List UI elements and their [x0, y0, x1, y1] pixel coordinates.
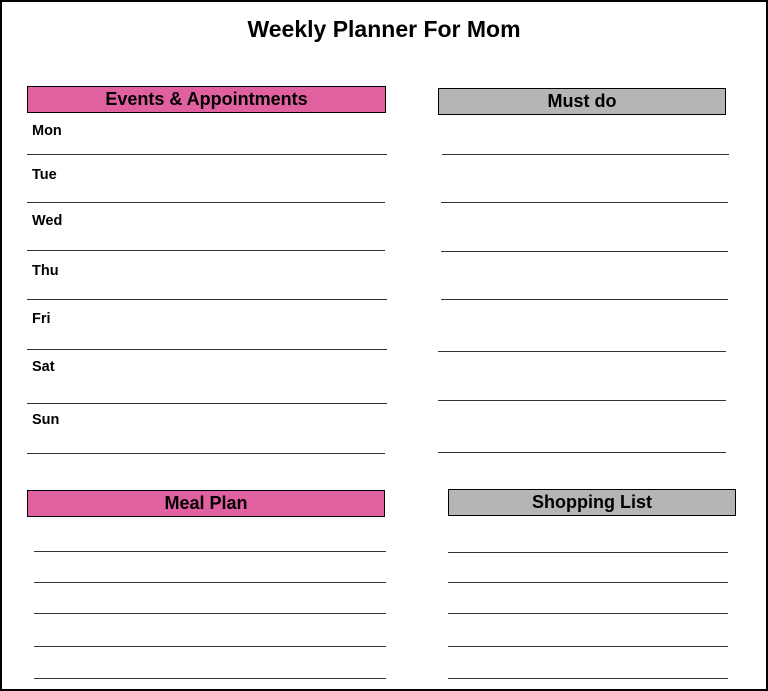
meal-plan-line[interactable]	[34, 582, 386, 583]
must-do-line[interactable]	[438, 351, 726, 352]
events-line-tue[interactable]	[27, 202, 385, 203]
meal-plan-line[interactable]	[34, 678, 386, 679]
meal-plan-line[interactable]	[34, 646, 386, 647]
must-do-line[interactable]	[438, 452, 726, 453]
day-label-fri: Fri	[32, 311, 51, 327]
page-title: Weekly Planner For Mom	[247, 16, 521, 42]
events-line-thu[interactable]	[27, 299, 387, 300]
must-do-header: Must do	[438, 88, 726, 115]
day-label-sun: Sun	[32, 412, 60, 428]
must-do-line[interactable]	[441, 202, 728, 203]
events-line-sat[interactable]	[27, 403, 387, 404]
shopping-list-line[interactable]	[448, 582, 728, 583]
events-line-wed[interactable]	[27, 250, 385, 251]
must-do-line[interactable]	[438, 400, 726, 401]
meal-plan-line[interactable]	[34, 551, 386, 552]
must-do-line[interactable]	[441, 299, 728, 300]
shopping-list-line[interactable]	[448, 613, 728, 614]
day-label-tue: Tue	[32, 167, 57, 183]
meal-plan-header: Meal Plan	[27, 490, 385, 517]
events-line-sun[interactable]	[27, 453, 385, 454]
shopping-list-header: Shopping List	[448, 489, 736, 516]
day-label-wed: Wed	[32, 213, 63, 229]
day-label-thu: Thu	[32, 263, 59, 279]
day-label-sat: Sat	[32, 359, 55, 375]
meal-plan-line[interactable]	[34, 613, 386, 614]
day-label-mon: Mon	[32, 123, 62, 139]
must-do-line[interactable]	[441, 251, 728, 252]
events-line-mon[interactable]	[27, 154, 387, 155]
shopping-list-line[interactable]	[448, 646, 728, 647]
must-do-line[interactable]	[442, 154, 729, 155]
events-header: Events & Appointments	[27, 86, 386, 113]
events-line-fri[interactable]	[27, 349, 387, 350]
shopping-list-line[interactable]	[448, 678, 728, 679]
shopping-list-line[interactable]	[448, 552, 728, 553]
